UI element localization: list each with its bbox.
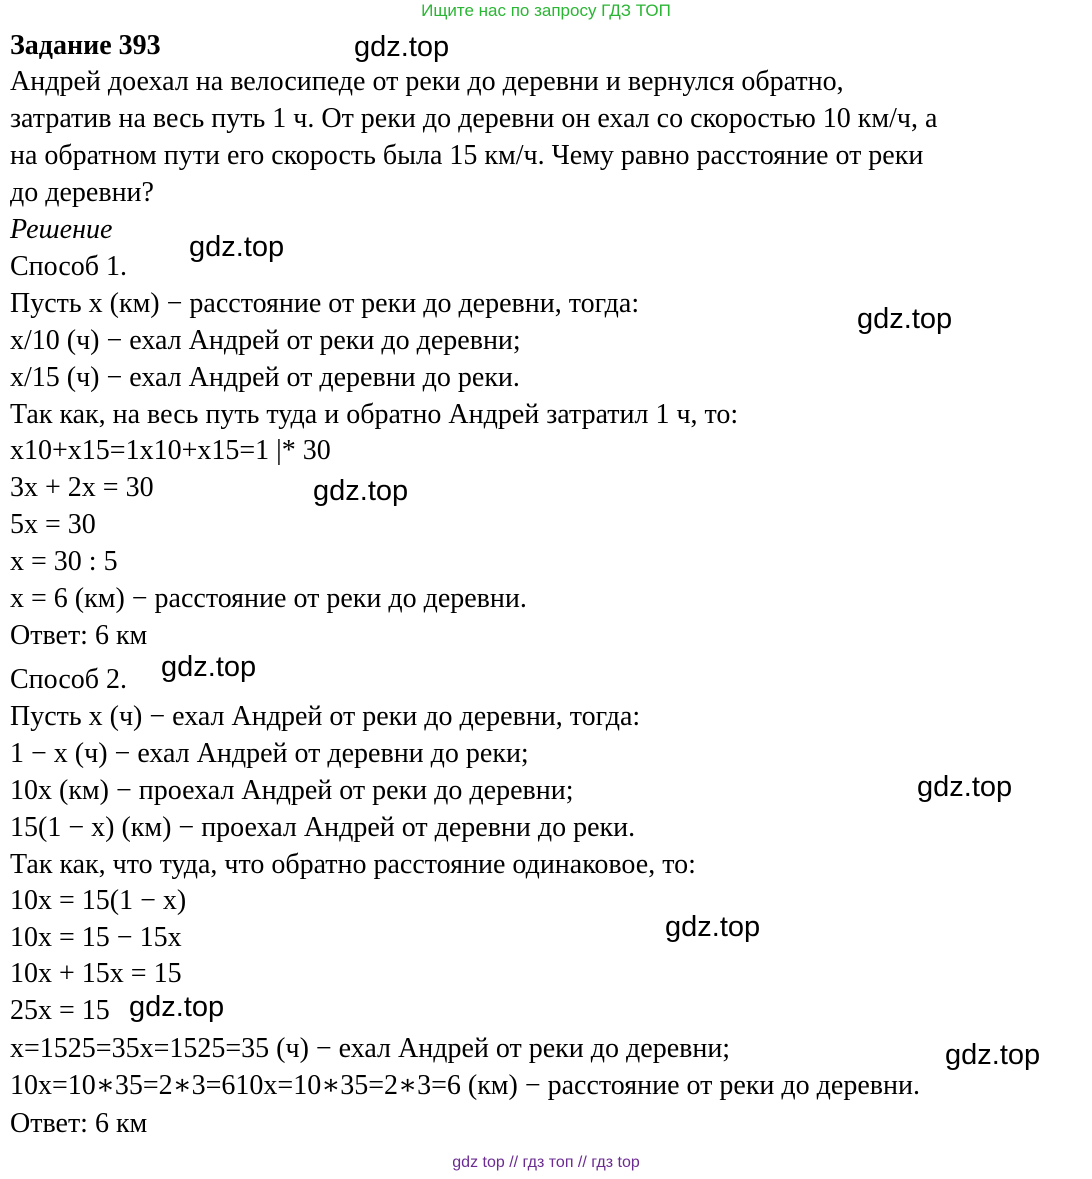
solution-line: x/10 (ч) − ехал Андрей от реки до деревни;: [10, 325, 521, 356]
top-banner-link[interactable]: Ищите нас по запросу ГДЗ ТОП: [421, 1, 671, 20]
task-title: Задание 393: [10, 30, 161, 61]
problem-line-1: Андрей доехал на велосипеде от реки до деревни и вернулся обратно,: [10, 66, 844, 97]
equation-line: x=1525=35x=1525=35 (ч) − ехал Андрей от реки до деревни;: [10, 1033, 731, 1064]
method-2-heading: Способ 2.: [10, 664, 128, 695]
solution-line: 15(1 − x) (км) − проехал Андрей от деревни до реки.: [10, 812, 636, 843]
equation-line: 10x + 15x = 15: [10, 958, 182, 989]
solution-line: x/15 (ч) − ехал Андрей от деревни до реки.: [10, 362, 520, 393]
watermark: gdz.top: [189, 231, 285, 263]
watermark: gdz.top: [313, 475, 409, 507]
watermark: gdz.top: [857, 303, 953, 335]
problem-line-2: затратив на весь путь 1 ч. От реки до деревни он ехал со скоростью 10 км/ч, а: [10, 103, 938, 134]
equation-line: x = 6 (км) − расстояние от реки до деревни.: [10, 583, 527, 614]
solution-line: Так как, что туда, что обратно расстояние одинаковое, то:: [10, 849, 696, 880]
equation-line: x = 30 : 5: [10, 546, 118, 577]
watermark: gdz.top: [917, 771, 1013, 803]
equation-line: 25x = 15: [10, 995, 110, 1026]
solution-line: 10x (км) − проехал Андрей от реки до деревни;: [10, 775, 574, 806]
solution-line: Пусть x (км) − расстояние от реки до деревни, тогда:: [10, 288, 640, 319]
answer-line-1: Ответ: 6 км: [10, 620, 148, 651]
method-1-heading: Способ 1.: [10, 251, 128, 282]
problem-line-4: до деревни?: [10, 177, 154, 208]
watermark: gdz.top: [161, 651, 257, 683]
equation-line: 10x = 15(1 − x): [10, 885, 187, 916]
equation-line: 3x + 2x = 30: [10, 472, 154, 503]
solution-heading: Решение: [10, 214, 113, 245]
solution-line: Так как, на весь путь туда и обратно Андрей затратил 1 ч, то:: [10, 399, 739, 430]
equation-line: 10x = 15 − 15x: [10, 922, 182, 953]
watermark: gdz.top: [129, 991, 225, 1023]
answer-line-2: Ответ: 6 км: [10, 1108, 148, 1139]
solution-line: Пусть x (ч) − ехал Андрей от реки до деревни, тогда:: [10, 701, 641, 732]
watermark: gdz.top: [945, 1039, 1041, 1071]
watermark: gdz.top: [665, 911, 761, 943]
problem-line-3: на обратном пути его скорость была 15 км/ч. Чему равно расстояние от реки: [10, 140, 924, 171]
footer-links[interactable]: gdz top // гдз топ // гдз top: [452, 1154, 640, 1171]
solution-line: 1 − x (ч) − ехал Андрей от деревни до реки;: [10, 738, 529, 769]
equation-line: 10x=10∗35=2∗3=610x=10∗35=2∗3=6 (км) − расстояние от реки до деревни.: [10, 1070, 920, 1101]
equation-line: x10+x15=1x10+x15=1 |* 30: [10, 435, 331, 466]
watermark: gdz.top: [354, 31, 450, 63]
equation-line: 5x = 30: [10, 509, 96, 540]
